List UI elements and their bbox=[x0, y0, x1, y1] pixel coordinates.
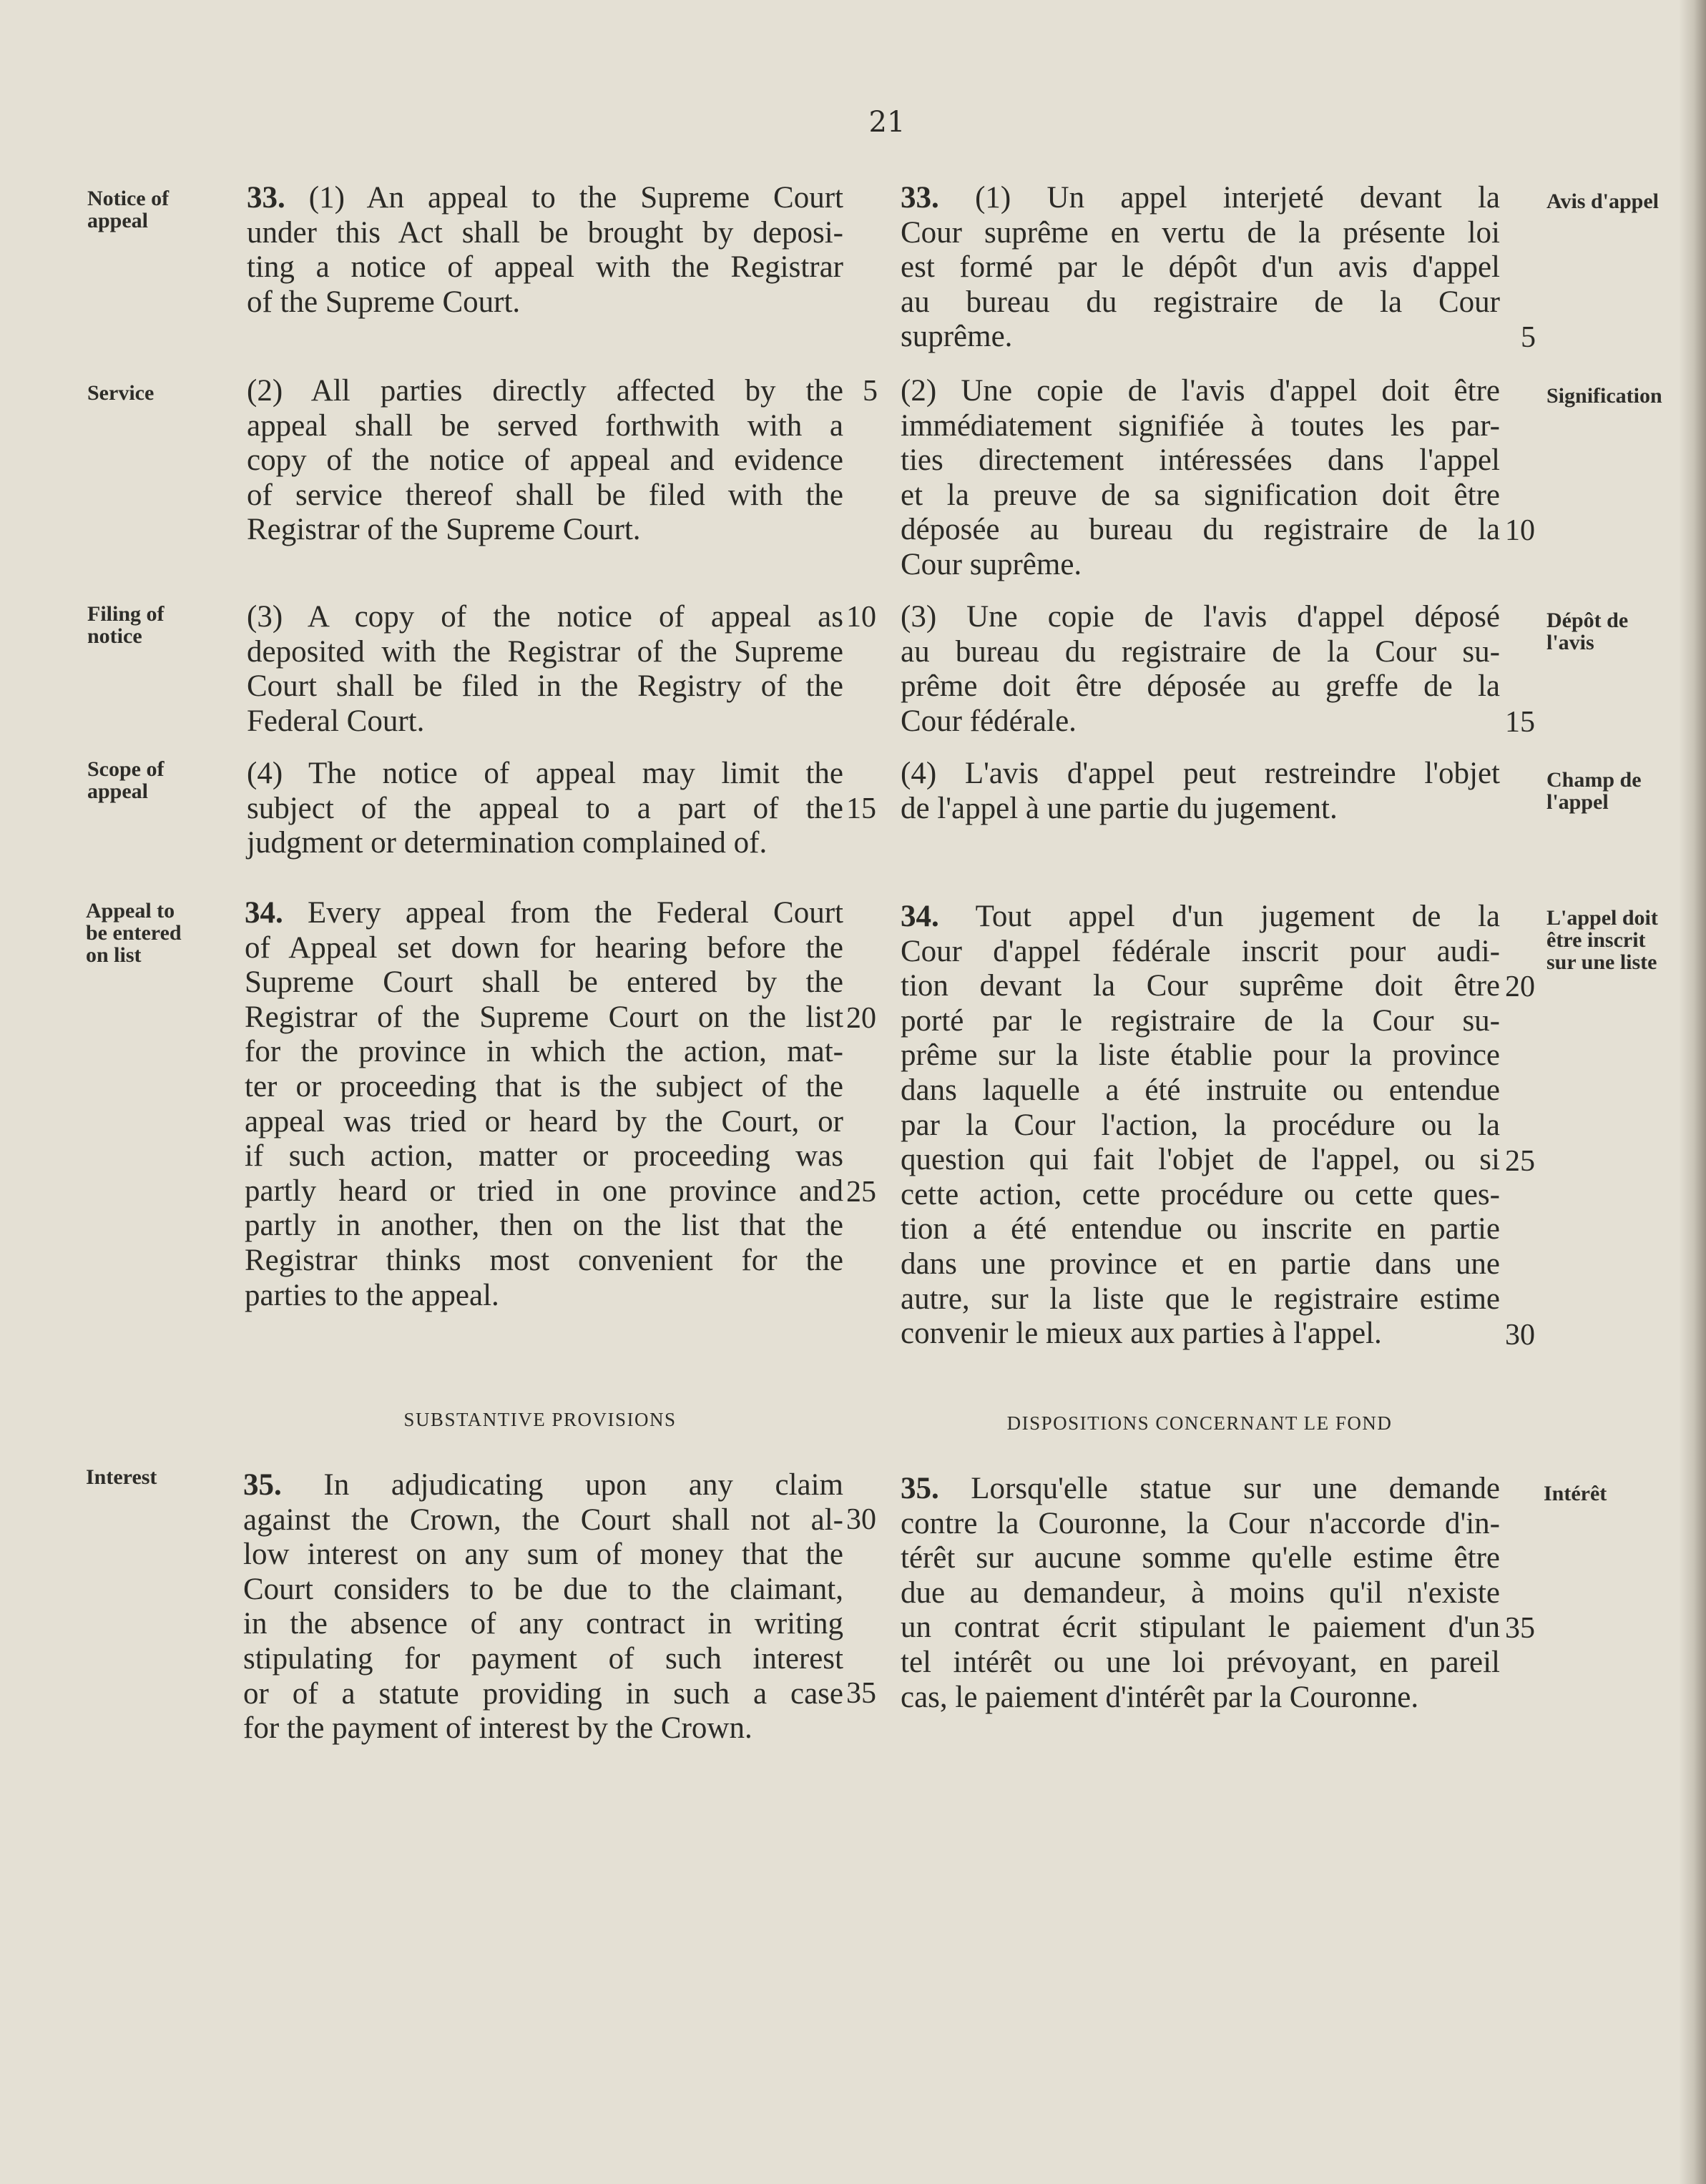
en-line-number-35: 35 bbox=[846, 1677, 876, 1710]
en-line-number-5: 5 bbox=[863, 375, 878, 408]
section-number: 34. bbox=[245, 896, 283, 930]
margin-note-interet: Intérêt bbox=[1544, 1482, 1607, 1505]
en-section-34: 34. Every appeal from the Federal Court of Appeal set down for hearing before the Supreme Court shall be entered by the Registrar of the Supreme Court on the list for the province in which the action, mat- ter or proceeding that is the subject of the appeal was tried or heard by the Court, or if such action, matter or proceeding was partly heard or tried in one province and partly in another, then on the list that the Registrar thinks most convenient for the parties to the appeal. bbox=[245, 896, 843, 1312]
en-section-33-3: (3) A copy of the notice of appeal as deposited with the Registrar of the Supreme Court shall be filed in the Registry of the Federal Court. bbox=[247, 600, 843, 738]
margin-note-notice-of-appeal: Notice of appeal bbox=[87, 187, 170, 232]
fr-section-33-3: (3) Une copie de l'avis d'appel déposé au bureau du registraire de la Cour su- prême doit être déposée au greffe de la Cour fédérale. bbox=[901, 600, 1500, 738]
fr-heading-dispositions-concernant-le-fond: DISPOSITIONS CONCERNANT LE FOND bbox=[1006, 1412, 1393, 1434]
margin-note-depot-de-l-avis: Dépôt de l'avis bbox=[1546, 609, 1629, 654]
fr-line-number-25: 25 bbox=[1505, 1145, 1535, 1178]
margin-note-champ-de-l-appel: Champ de l'appel bbox=[1546, 768, 1642, 814]
en-section-35: 35. In adjudicating upon any claim against the Crown, the Court shall not al- low interest on any sum of money that the Court considers to be due to the claimant, in the absence of any contract in writing stipulating for payment of such interest or of a statute providing in such a case for the payment of interest by the Crown. bbox=[243, 1468, 843, 1746]
section-number: 33. bbox=[247, 181, 285, 215]
fr-section-33-4: (4) L'avis d'appel peut restreindre l'objet de l'appel à une partie du jugement. bbox=[901, 757, 1500, 825]
en-section-33-2: (2) All parties directly affected by the appeal shall be served forthwith with a copy of the notice of appeal and evidence of service thereof shall be filed with the Registrar of the Supreme Court. bbox=[247, 374, 843, 547]
en-section-33-4: (4) The notice of appeal may limit the subject of the appeal to a part of the judgment or determination complained of. bbox=[247, 757, 843, 860]
margin-note-appeal-on-list: Appeal to be entered on list bbox=[86, 899, 182, 967]
margin-note-avis-d-appel: Avis d'appel bbox=[1546, 190, 1659, 213]
section-number: 33. bbox=[901, 181, 939, 215]
section-number: 35. bbox=[243, 1468, 282, 1502]
fr-line-number-15: 15 bbox=[1505, 706, 1535, 739]
fr-line-number-10: 10 bbox=[1505, 514, 1535, 547]
fr-section-35: 35. Lorsqu'elle statue sur une demande contre la Couronne, la Cour n'accorde d'in- térêt sur aucune somme qu'elle estime être due au demandeur, à moins qu'il n'existe un contrat écrit stipulant le paiement d'un tel intérêt ou une loi prévoyant, en pareil cas, le paiement d'intérêt par la Couronne. bbox=[901, 1472, 1500, 1714]
en-section-33-1: 33. (1) An appeal to the Supreme Court under this Act shall be brought by deposi- ting a notice of appeal with the Registrar of the Supreme Court. bbox=[247, 181, 843, 319]
binding-shadow bbox=[1679, 0, 1706, 2184]
margin-note-interest: Interest bbox=[86, 1465, 157, 1489]
margin-note-filing-of-notice: Filing of notice bbox=[87, 602, 165, 648]
margin-note-service: Service bbox=[87, 381, 155, 405]
fr-section-34: 34. Tout appel d'un jugement de la Cour d'appel fédérale inscrit pour audi- tion devant la Cour suprême doit être porté par le registraire de la Cour su- prême sur la liste établie pour la province dans laquelle a été instruite ou entendue par la Cour l'action, la procédure ou la question qui fait l'objet de l'appel, ou si cette action, cette procédure ou cette ques- tion a été entendue ou inscrite en partie dans une province et en partie dans une autre, sur la liste que le registraire estime convenir le mieux aux parties à l'appel. bbox=[901, 900, 1500, 1351]
fr-section-33-2: (2) Une copie de l'avis d'appel doit être immédiatement signifiée à toutes les par- ties directement intéressées dans l'appel et la preuve de sa signification doit être déposée au bureau du registraire de la Cour suprême. bbox=[901, 374, 1500, 581]
section-number: 34. bbox=[901, 900, 939, 933]
fr-line-number-35: 35 bbox=[1505, 1612, 1535, 1645]
margin-note-scope-of-appeal: Scope of appeal bbox=[87, 757, 165, 803]
fr-line-number-30: 30 bbox=[1505, 1319, 1535, 1352]
en-heading-substantive-provisions: SUBSTANTIVE PROVISIONS bbox=[403, 1409, 677, 1430]
en-line-number-10: 10 bbox=[846, 601, 876, 634]
fr-line-number-5: 5 bbox=[1521, 321, 1536, 354]
fr-section-33-1: 33. (1) Un appel interjeté devant la Cour suprême en vertu de la présente loi est formé par le dépôt d'un avis d'appel au bureau du registraire de la Cour suprême. bbox=[901, 181, 1501, 354]
page-number: 21 bbox=[868, 106, 906, 139]
section-number: 35. bbox=[901, 1472, 939, 1505]
margin-note-signification: Signification bbox=[1546, 384, 1662, 408]
fr-line-number-20: 20 bbox=[1505, 970, 1535, 1003]
en-line-number-25: 25 bbox=[846, 1176, 876, 1209]
en-line-number-15: 15 bbox=[846, 792, 876, 825]
margin-note-l-appel-doit-etre-inscrit: L'appel doit être inscrit sur une liste bbox=[1546, 906, 1658, 974]
en-line-number-30: 30 bbox=[846, 1503, 876, 1536]
en-line-number-20: 20 bbox=[846, 1002, 876, 1035]
